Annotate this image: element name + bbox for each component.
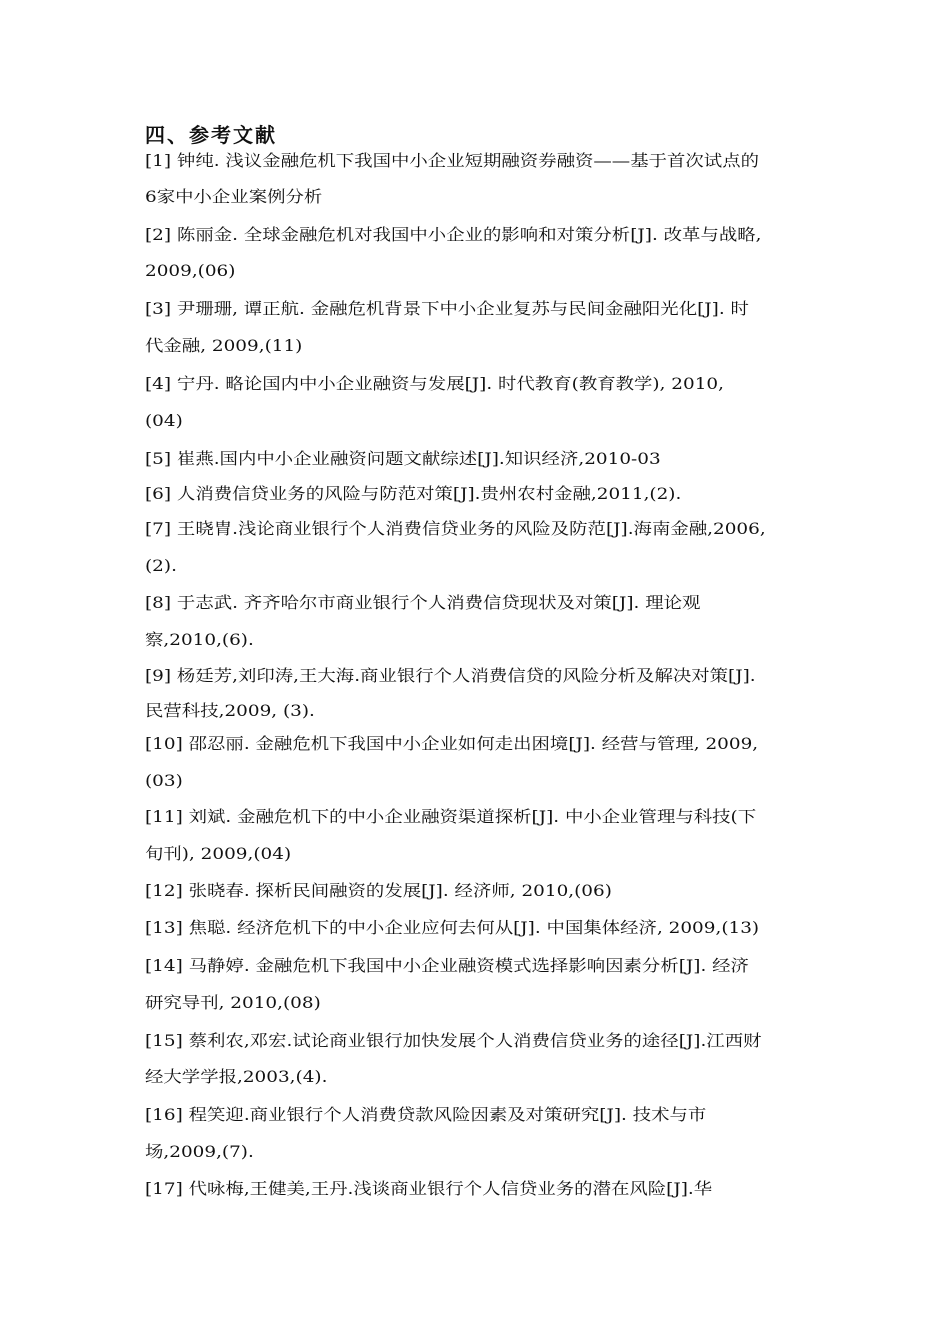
- section-heading: 四、参考文献: [145, 123, 277, 147]
- reference-line: 6家中小企业案例分析: [145, 187, 323, 206]
- reference-line: [10] 邵忍丽. 金融危机下我国中小企业如何走出困境[J]. 经营与管理, 2009,: [145, 734, 759, 753]
- reference-line: 2009,(06): [145, 261, 236, 280]
- reference-line: [4] 宁丹. 略论国内中小企业融资与发展[J]. 时代教育(教育教学), 2010,: [145, 374, 724, 393]
- reference-line: (03): [145, 771, 183, 790]
- reference-line: [11] 刘斌. 金融危机下的中小企业融资渠道探析[J]. 中小企业管理与科技(下: [145, 807, 757, 826]
- reference-line: [15] 蔡利农,邓宏.试论商业银行加快发展个人消费信贷业务的途径[J].江西财: [145, 1031, 762, 1050]
- reference-line: [16] 程笑迎.商业银行个人消费贷款风险因素及对策研究[J]. 技术与市: [145, 1105, 707, 1124]
- reference-line: 研究导刊, 2010,(08): [145, 993, 321, 1012]
- reference-line: [8] 于志武. 齐齐哈尔市商业银行个人消费信贷现状及对策[J]. 理论观: [145, 593, 701, 612]
- reference-line: 民营科技,2009, (3).: [145, 701, 315, 720]
- reference-line: 察,2010,(6).: [145, 630, 254, 649]
- reference-line: 代金融, 2009,(11): [145, 336, 303, 355]
- reference-line: [6] 人消费信贷业务的风险与防范对策[J].贵州农村金融,2011,(2).: [145, 484, 682, 503]
- reference-line: [13] 焦聪. 经济危机下的中小企业应何去何从[J]. 中国集体经济, 2009,(13): [145, 918, 760, 937]
- reference-line: [7] 王晓胄.浅论商业银行个人消费信贷业务的风险及防范[J].海南金融,2006,: [145, 519, 766, 538]
- reference-line: 旬刊), 2009,(04): [145, 844, 292, 863]
- reference-line: [9] 杨廷芳,刘印涛,王大海.商业银行个人消费信贷的风险分析及解决对策[J].: [145, 666, 756, 685]
- reference-line: [3] 尹珊珊, 谭正航. 金融危机背景下中小企业复苏与民间金融阳光化[J]. 时: [145, 299, 749, 318]
- reference-line: 场,2009,(7).: [145, 1142, 254, 1161]
- reference-line: [12] 张晓春. 探析民间融资的发展[J]. 经济师, 2010,(06): [145, 881, 612, 900]
- reference-line: [5] 崔燕.国内中小企业融资问题文献综述[J].知识经济,2010-03: [145, 449, 661, 468]
- reference-line: [17] 代咏梅,王健美,王丹.浅谈商业银行个人信贷业务的潜在风险[J].华: [145, 1179, 713, 1198]
- reference-line: (2).: [145, 556, 177, 575]
- reference-line: [1] 钟纯. 浅议金融危机下我国中小企业短期融资券融资——基于首次试点的: [145, 151, 760, 170]
- reference-line: [2] 陈丽金. 全球金融危机对我国中小企业的影响和对策分析[J]. 改革与战略,: [145, 225, 762, 244]
- reference-line: (04): [145, 411, 183, 430]
- reference-line: 经大学学报,2003,(4).: [145, 1067, 328, 1086]
- reference-line: [14] 马静婷. 金融危机下我国中小企业融资模式选择影响因素分析[J]. 经济: [145, 956, 749, 975]
